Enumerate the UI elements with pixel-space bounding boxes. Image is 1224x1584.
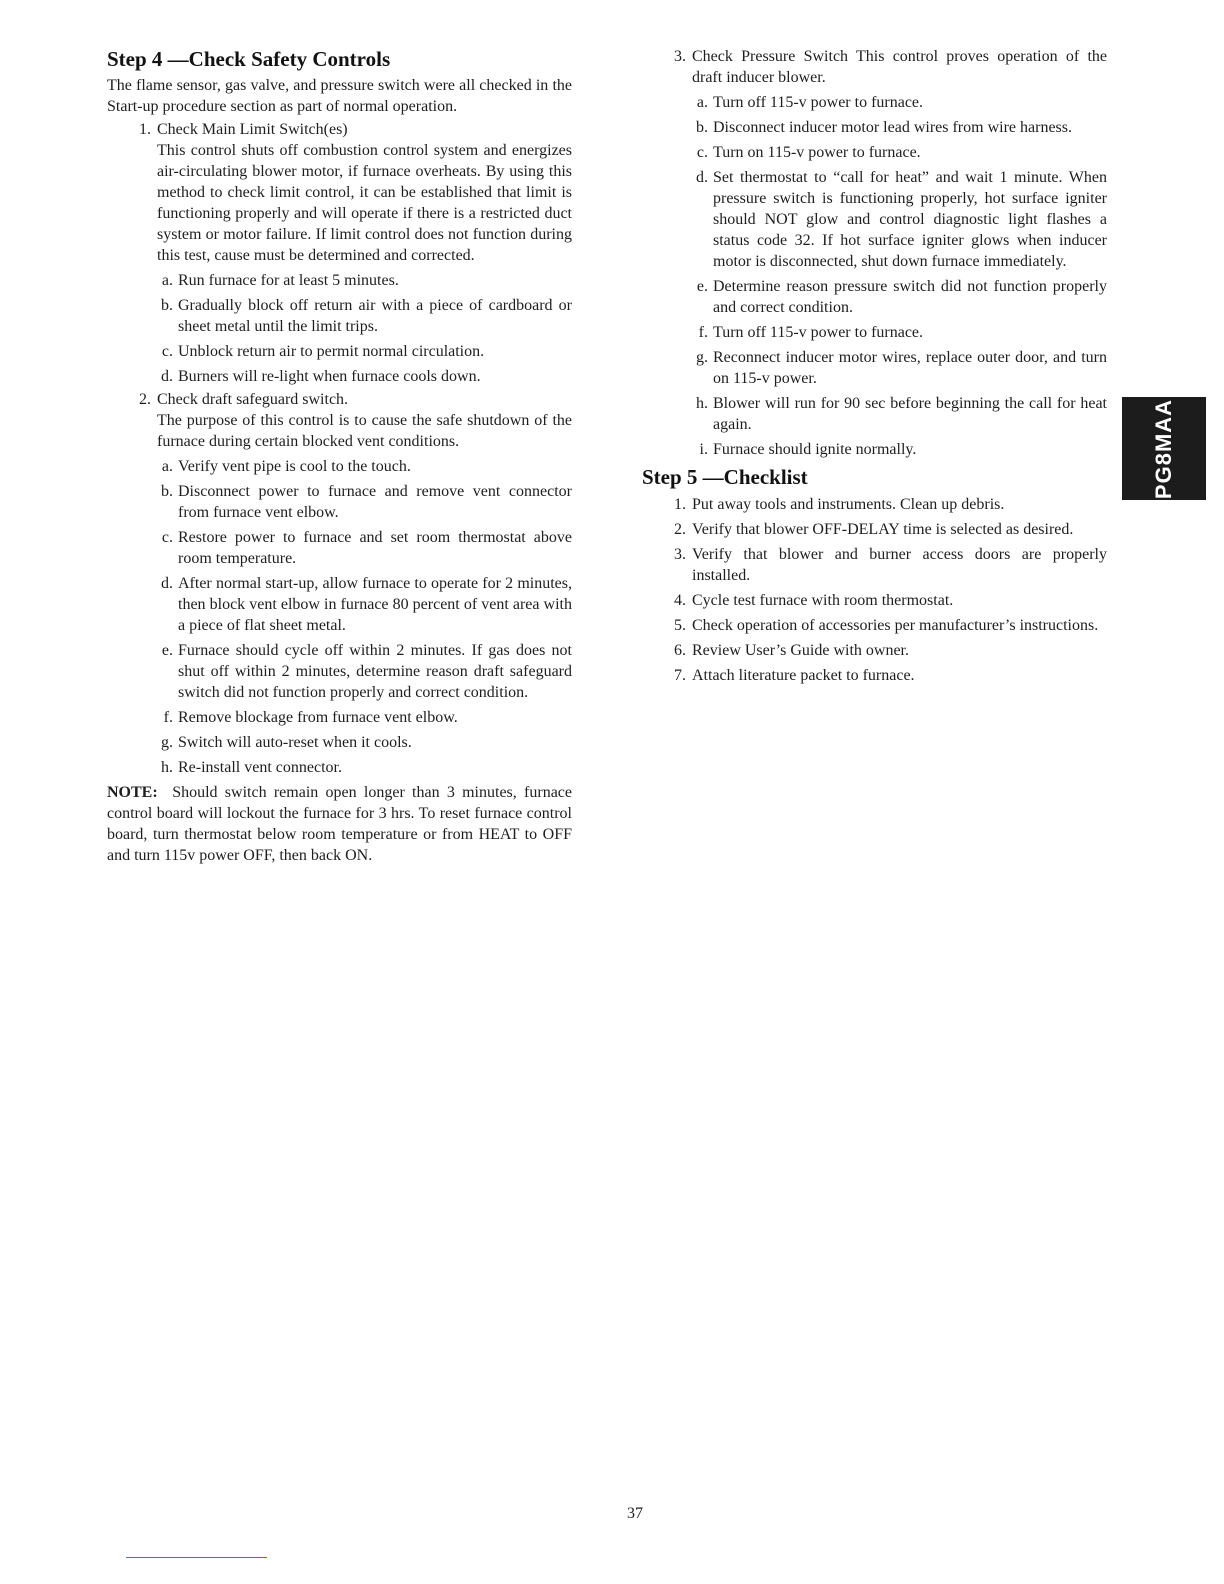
list-text: Set thermostat to “call for heat” and wait 1 minute. When pressure switch is functioning properly, hot surface igniter should NOT glow and control diagnostic light flashes a status code 32. If hot surface igniter glows when inducer motor is disconnected, shut down furnace immediately.	[713, 169, 1107, 270]
list-text: Reconnect inducer motor wires, replace outer door, and turn on 115-v power.	[713, 349, 1107, 387]
main-limit-item	[107, 119, 572, 266]
step4-heading: Step 4 —Check Safety Controls	[107, 47, 391, 71]
list-label: a.	[696, 94, 708, 111]
item-number: 3.	[674, 48, 686, 65]
checklist-item	[642, 494, 1107, 515]
model-side-tab	[1122, 397, 1206, 500]
item-number: 4.	[674, 592, 686, 609]
list-item	[642, 92, 1107, 113]
list-label: g.	[161, 734, 173, 751]
list-label: a.	[161, 272, 173, 289]
list-label: i.	[699, 441, 708, 458]
list-item	[107, 640, 572, 703]
list-item	[107, 456, 572, 477]
footer-divider	[126, 1557, 267, 1558]
list-text: Turn on 115-v power to furnace.	[713, 144, 921, 161]
list-label: h.	[696, 395, 708, 412]
list-text: Turn off 115-v power to furnace.	[713, 94, 924, 111]
item-text: Cycle test furnace with room thermostat.	[692, 592, 954, 609]
list-label: c.	[161, 529, 173, 546]
item-number: 7.	[674, 667, 686, 684]
page-number: 37	[627, 1505, 643, 1522]
list-text: Disconnect power to furnace and remove vent connector from furnace vent elbow.	[178, 483, 572, 521]
checklist-item	[642, 665, 1107, 686]
checklist-item	[642, 640, 1107, 661]
list-label: c.	[696, 144, 708, 161]
list-label: f.	[698, 324, 708, 341]
note-label: NOTE:	[107, 784, 158, 801]
left-column	[107, 46, 572, 866]
list-text: Unblock return air to permit normal circulation.	[178, 343, 485, 360]
step5-heading: Step 5 —Checklist	[642, 465, 808, 489]
item-title: Check Main Limit Switch(es)	[157, 121, 348, 138]
list-label: d.	[161, 575, 173, 592]
list-label: b.	[161, 297, 173, 314]
list-item	[642, 142, 1107, 163]
checklist-item	[642, 590, 1107, 611]
draft-safeguard-item	[107, 389, 572, 452]
item-text: Put away tools and instruments. Clean up debris.	[692, 496, 1005, 513]
step4-intro: The flame sensor, gas valve, and pressure switch were all checked in the Start-up procedure section as part of normal operation.	[107, 77, 572, 115]
list-text: After normal start-up, allow furnace to operate for 2 minutes, then block vent elbow in furnace 80 percent of vent area with a piece of flat sheet metal.	[178, 575, 572, 634]
list-item	[107, 341, 572, 362]
item-number: 5.	[674, 617, 686, 634]
checklist-item	[642, 544, 1107, 586]
list-item	[107, 270, 572, 291]
item-text: Verify that blower OFF-DELAY time is selected as desired.	[692, 521, 1074, 538]
list-label: d.	[696, 169, 708, 186]
list-label: e.	[161, 642, 173, 659]
list-item	[107, 481, 572, 523]
list-text: Re-install vent connector.	[178, 759, 342, 776]
note-paragraph	[107, 782, 572, 866]
pressure-switch-item	[642, 46, 1107, 88]
list-label: g.	[696, 349, 708, 366]
right-column	[642, 46, 1107, 686]
item-number: 1.	[674, 496, 686, 513]
item-title: Check Pressure Switch This control proves operation of the draft inducer blower.	[692, 48, 1107, 86]
item-title: Check draft safeguard switch.	[157, 391, 349, 408]
list-text: Verify vent pipe is cool to the touch.	[178, 458, 411, 475]
item-number: 6.	[674, 642, 686, 659]
list-label: e.	[696, 278, 708, 295]
list-item	[107, 573, 572, 636]
list-text: Furnace should cycle off within 2 minutes. If gas does not shut off within 2 minutes, determine reason draft safeguard switch did not function properly and correct condition.	[178, 642, 572, 701]
list-item	[642, 347, 1107, 389]
list-item	[642, 276, 1107, 318]
item-number: 2.	[139, 391, 151, 408]
list-item	[642, 439, 1107, 460]
list-text: Disconnect inducer motor lead wires from wire harness.	[713, 119, 1072, 136]
list-label: b.	[696, 119, 708, 136]
list-text: Remove blockage from furnace vent elbow.	[178, 709, 458, 726]
item-number: 1.	[139, 121, 151, 138]
list-text: Turn off 115-v power to furnace.	[713, 324, 924, 341]
list-label: b.	[161, 483, 173, 500]
item-body: This control shuts off combustion control system and energizes air-circulating blower motor, if furnace overheats. By using this method to check limit control, it can be established that limit is functioning properly and will operate if there is a restricted duct system or motor failure. If limit control does not function during this test, cause must be determined and corrected.	[157, 142, 572, 264]
list-item	[107, 295, 572, 337]
list-item	[642, 167, 1107, 272]
model-side-tab-label: PG8MAA	[1151, 398, 1176, 499]
list-text: Determine reason pressure switch did not function properly and correct condition.	[713, 278, 1107, 316]
list-text: Furnace should ignite normally.	[713, 441, 917, 458]
list-text: Gradually block off return air with a piece of cardboard or sheet metal until the limit trips.	[178, 297, 572, 335]
checklist-item	[642, 615, 1107, 636]
item-number: 3.	[674, 546, 686, 563]
item-text: Attach literature packet to furnace.	[692, 667, 915, 684]
list-label: f.	[163, 709, 173, 726]
list-item	[107, 757, 572, 778]
item-text: Verify that blower and burner access doors are properly installed.	[692, 546, 1107, 584]
item-text: Check operation of accessories per manufacturer’s instructions.	[692, 617, 1099, 634]
list-label: a.	[161, 458, 173, 475]
list-item	[107, 732, 572, 753]
list-text: Restore power to furnace and set room thermostat above room temperature.	[178, 529, 572, 567]
item-body: The purpose of this control is to cause the safe shutdown of the furnace during certain blocked vent conditions.	[157, 412, 572, 450]
note-text: Should switch remain open longer than 3 minutes, furnace control board will lockout the furnace for 3 hrs. To reset furnace control board, turn thermostat below room temperature or from HEAT to OFF and turn 115v power OFF, then back ON.	[107, 784, 573, 864]
list-item	[107, 707, 572, 728]
list-label: c.	[161, 343, 173, 360]
list-text: Blower will run for 90 sec before beginning the call for heat again.	[713, 395, 1107, 433]
checklist-item	[642, 519, 1107, 540]
list-item	[642, 393, 1107, 435]
list-text: Switch will auto-reset when it cools.	[178, 734, 412, 751]
list-text: Burners will re-light when furnace cools down.	[178, 368, 481, 385]
item-text: Review User’s Guide with owner.	[692, 642, 909, 659]
list-item	[642, 117, 1107, 138]
item-number: 2.	[674, 521, 686, 538]
list-item	[107, 366, 572, 387]
list-label: h.	[161, 759, 173, 776]
list-item	[107, 527, 572, 569]
list-text: Run furnace for at least 5 minutes.	[178, 272, 399, 289]
list-item	[642, 322, 1107, 343]
list-label: d.	[161, 368, 173, 385]
